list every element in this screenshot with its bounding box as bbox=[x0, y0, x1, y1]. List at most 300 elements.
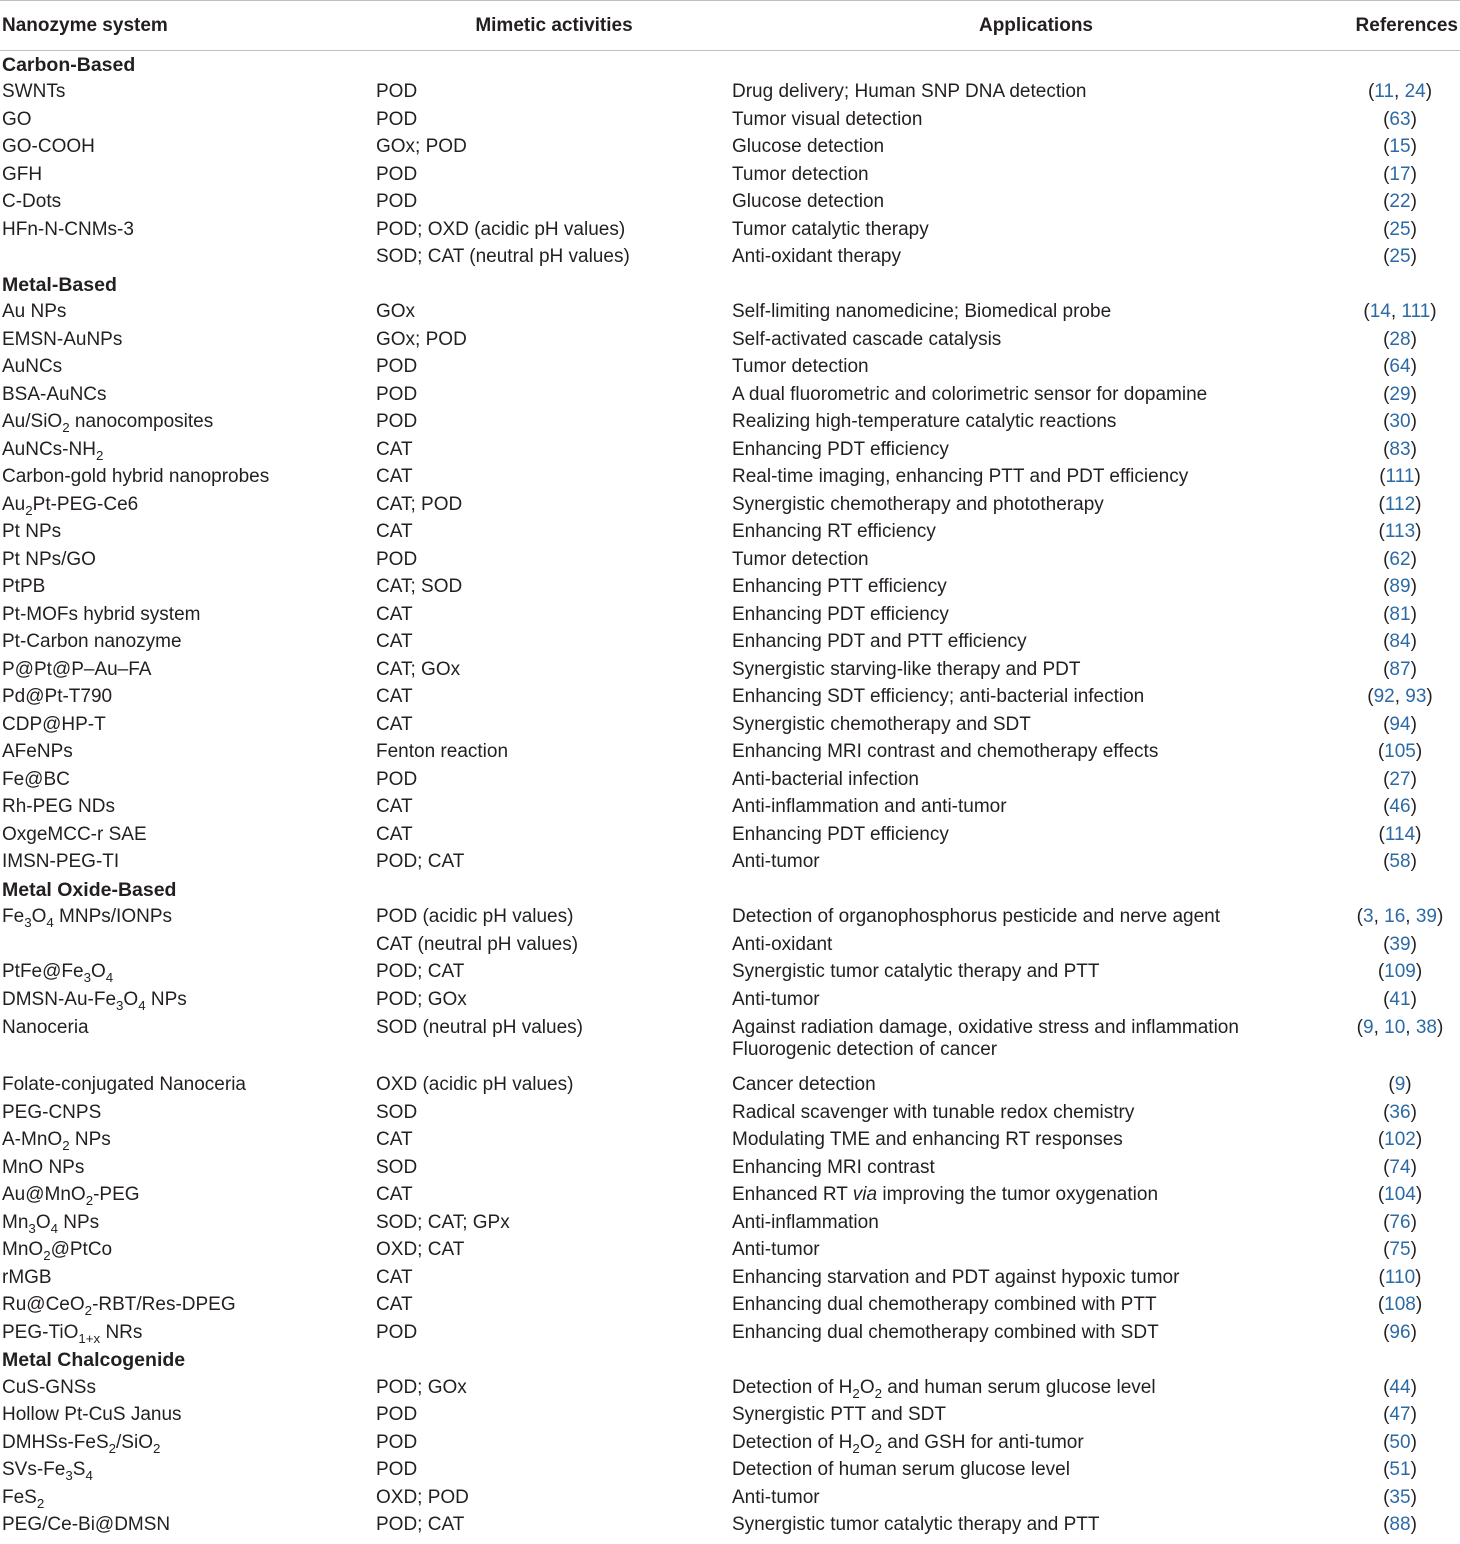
table-row bbox=[0, 601, 1460, 629]
cell-application: Detection of organophosphorus pesticide and nerve agent bbox=[732, 906, 1221, 928]
cell-application: Anti-oxidant bbox=[732, 933, 833, 955]
table-row bbox=[0, 519, 1460, 547]
reference-link[interactable]: 109 bbox=[1384, 961, 1416, 983]
cell-application: Anti-tumor bbox=[732, 851, 820, 873]
cell-references: (87) bbox=[1383, 658, 1417, 680]
table-row bbox=[0, 1072, 1460, 1100]
reference-link[interactable]: 93 bbox=[1405, 686, 1427, 708]
cell-mimetic-activity: POD bbox=[376, 383, 418, 405]
cell-application: Enhancing PDT efficiency bbox=[732, 823, 949, 845]
table-row bbox=[0, 546, 1460, 574]
cell-application: Enhancing PDT efficiency bbox=[732, 438, 949, 460]
cell-mimetic-activity: CAT bbox=[376, 713, 413, 735]
cell-mimetic-activity: CAT bbox=[376, 631, 413, 653]
cell-application: Synergistic tumor catalytic therapy and PTT bbox=[732, 961, 1100, 983]
cell-application: Anti-tumor bbox=[732, 1239, 820, 1261]
header-nanozyme-system: Nanozyme system bbox=[0, 1, 376, 51]
cell-nanozyme-system: rMGB bbox=[2, 1266, 52, 1288]
reference-link[interactable]: 9 bbox=[1394, 1074, 1406, 1096]
reference-link[interactable]: 24 bbox=[1404, 81, 1426, 103]
cell-application: Tumor detection bbox=[732, 356, 869, 378]
section-row bbox=[0, 271, 1460, 299]
cell-nanozyme-system: Pd@Pt-T790 bbox=[2, 686, 113, 708]
cell-references: (28) bbox=[1383, 328, 1417, 350]
cell-mimetic-activity: OXD; CAT bbox=[376, 1239, 465, 1261]
cell-nanozyme-system: OxgeMCC-r SAE bbox=[2, 823, 147, 845]
section-title: Carbon-Based bbox=[2, 53, 136, 76]
cell-nanozyme-system: Ru@CeO$_2$-RBT/Res-DPEG bbox=[2, 1294, 236, 1319]
cell-mimetic-activity: GOx; POD bbox=[376, 136, 467, 158]
reference-link[interactable]: 29 bbox=[1389, 383, 1411, 405]
cell-application: Cancer detection bbox=[732, 1074, 876, 1096]
cell-nanozyme-system: P@Pt@P–Au–FA bbox=[2, 658, 152, 680]
cell-application: Enhancing PDT efficiency bbox=[732, 603, 949, 625]
cell-nanozyme-system: Nanoceria bbox=[2, 1016, 89, 1038]
cell-nanozyme-system: C-Dots bbox=[2, 191, 62, 213]
cell-nanozyme-system: IMSN-PEG-TI bbox=[2, 851, 120, 873]
cell-mimetic-activity: CAT bbox=[376, 1266, 413, 1288]
cell-mimetic-activity: CAT bbox=[376, 1184, 413, 1206]
cell-nanozyme-system: Pt-Carbon nanozyme bbox=[2, 631, 182, 653]
cell-application: Detection of $H_2O_2$ and GSH for anti-tumor bbox=[732, 1431, 1084, 1456]
reference-link[interactable]: 89 bbox=[1389, 576, 1411, 598]
cell-references: (25) bbox=[1383, 218, 1417, 240]
table-row bbox=[0, 1264, 1460, 1292]
cell-nanozyme-system: BSA-AuNCs bbox=[2, 383, 107, 405]
table-row bbox=[0, 354, 1460, 382]
reference-link[interactable]: 11 bbox=[1374, 81, 1395, 103]
cell-nanozyme-system bbox=[0, 244, 376, 272]
reference-link[interactable]: 30 bbox=[1389, 411, 1411, 433]
table-row bbox=[0, 904, 1460, 932]
cell-mimetic-activity: CAT bbox=[376, 466, 413, 488]
table-row bbox=[0, 436, 1460, 464]
cell-references: (76) bbox=[1383, 1211, 1417, 1233]
cell-references: (9) bbox=[1388, 1074, 1412, 1096]
reference-link[interactable]: 36 bbox=[1389, 1101, 1411, 1123]
cell-mimetic-activity: CAT bbox=[376, 521, 413, 543]
cell-references: (50) bbox=[1383, 1431, 1417, 1453]
cell-mimetic-activity: POD bbox=[376, 1404, 418, 1426]
cell-nanozyme-system: PtPB bbox=[2, 576, 46, 598]
table-row bbox=[0, 161, 1460, 189]
cell-references: (112) bbox=[1378, 493, 1422, 515]
table-row bbox=[0, 464, 1460, 492]
cell-mimetic-activity: SOD; CAT; GPx bbox=[376, 1211, 510, 1233]
cell-nanozyme-system: MnO$_2$@PtCo bbox=[2, 1239, 113, 1264]
cell-application: Enhancing MRI contrast and chemotherapy effects bbox=[732, 741, 1159, 763]
reference-link[interactable]: 92 bbox=[1373, 686, 1395, 708]
cell-mimetic-activity: CAT; GOx bbox=[376, 658, 461, 680]
table-row bbox=[0, 1319, 1460, 1347]
cell-references: (75) bbox=[1383, 1239, 1417, 1261]
reference-link[interactable]: 108 bbox=[1384, 1294, 1416, 1316]
cell-nanozyme-system: $Fe_3O_4$ MNPs/IONPs bbox=[2, 906, 173, 931]
cell-nanozyme-system: Pt NPs/GO bbox=[2, 548, 96, 570]
table-row bbox=[0, 1182, 1460, 1210]
cell-mimetic-activity: SOD (neutral pH values) bbox=[376, 1016, 583, 1038]
section-row bbox=[0, 1347, 1460, 1375]
cell-nanozyme-system: AuNCs bbox=[2, 356, 63, 378]
section-row bbox=[0, 876, 1460, 904]
cell-nanozyme-system: Pt-MOFs hybrid system bbox=[2, 603, 201, 625]
cell-mimetic-activity: POD bbox=[376, 81, 418, 103]
cell-references: (102) bbox=[1377, 1129, 1423, 1151]
cell-references: (27) bbox=[1383, 768, 1417, 790]
cell-application: Against radiation damage, oxidative stress and inflammation Fluorogenic detection of cancer bbox=[732, 1016, 1239, 1060]
table-header bbox=[0, 1, 1460, 51]
cell-references: (51) bbox=[1383, 1459, 1417, 1481]
cell-references: (35) bbox=[1383, 1486, 1417, 1508]
cell-references: (114) bbox=[1378, 823, 1422, 845]
cell-application: Tumor visual detection bbox=[732, 108, 923, 130]
reference-link[interactable]: 96 bbox=[1389, 1321, 1411, 1343]
cell-nanozyme-system: SVs-$Fe_3S_4$ bbox=[2, 1459, 93, 1484]
cell-mimetic-activity: CAT bbox=[376, 823, 413, 845]
table-row bbox=[0, 216, 1460, 244]
reference-link[interactable]: 84 bbox=[1389, 631, 1411, 653]
cell-nanozyme-system: AuNCs-$NH_2$ bbox=[2, 438, 104, 463]
header-references: References bbox=[1340, 1, 1460, 51]
cell-nanozyme-system: EMSN-AuNPs bbox=[2, 328, 123, 350]
cell-mimetic-activity: CAT bbox=[376, 796, 413, 818]
table-row bbox=[0, 1209, 1460, 1237]
table-row bbox=[0, 1512, 1460, 1540]
table-row bbox=[0, 849, 1460, 877]
cell-application: Realizing high-temperature catalytic reactions bbox=[732, 411, 1117, 433]
cell-references: (108) bbox=[1377, 1294, 1423, 1316]
cell-nanozyme-system: Carbon-gold hybrid nanoprobes bbox=[2, 466, 270, 488]
cell-nanozyme-system: PEG-CNPS bbox=[2, 1101, 102, 1123]
cell-application: Synergistic tumor catalytic therapy and PTT bbox=[732, 1514, 1100, 1536]
table-row bbox=[0, 409, 1460, 437]
reference-link[interactable]: 87 bbox=[1389, 658, 1411, 680]
cell-application: Real-time imaging, enhancing PTT and PDT efficiency bbox=[732, 466, 1189, 488]
table-row bbox=[0, 1484, 1460, 1512]
cell-mimetic-activity: POD; CAT bbox=[376, 961, 465, 983]
reference-link[interactable]: 105 bbox=[1384, 741, 1416, 763]
cell-nanozyme-system bbox=[0, 931, 376, 959]
table-row bbox=[0, 739, 1460, 767]
table-row bbox=[0, 189, 1460, 217]
cell-nanozyme-system: PEG-TiO$_{1+x}$ NRs bbox=[2, 1321, 143, 1346]
reference-link[interactable]: 63 bbox=[1389, 108, 1411, 130]
reference-link[interactable]: 22 bbox=[1389, 191, 1411, 213]
table-row bbox=[0, 106, 1460, 134]
cell-mimetic-activity: POD bbox=[376, 163, 418, 185]
cell-nanozyme-system: GO bbox=[2, 108, 32, 130]
reference-link[interactable]: 111 bbox=[1385, 466, 1415, 488]
cell-nanozyme-system: MnO NPs bbox=[2, 1156, 85, 1178]
cell-nanozyme-system: DMSN-$Au-Fe_3O_4$ NPs bbox=[2, 988, 187, 1013]
cell-nanozyme-system: Hollow Pt-CuS Janus bbox=[2, 1404, 182, 1426]
reference-link[interactable]: 14 bbox=[1369, 301, 1391, 323]
reference-link[interactable]: 112 bbox=[1384, 493, 1416, 515]
cell-nanozyme-system: $Au_2Pt-PEG-Ce6$ bbox=[2, 493, 139, 518]
table-row bbox=[0, 1014, 1460, 1072]
cell-references: (111) bbox=[1379, 466, 1421, 488]
table-row bbox=[0, 79, 1460, 107]
cell-references: (46) bbox=[1383, 796, 1417, 818]
table-row bbox=[0, 244, 1460, 272]
cell-references: (92, 93) bbox=[1367, 686, 1433, 708]
reference-link[interactable]: 38 bbox=[1415, 1016, 1437, 1038]
cell-application: Drug delivery; Human SNP DNA detection bbox=[732, 81, 1087, 103]
cell-mimetic-activity: POD bbox=[376, 411, 418, 433]
cell-application: Detection of $H_2O_2$ and human serum glucose level bbox=[732, 1376, 1156, 1401]
cell-references: (17) bbox=[1383, 163, 1417, 185]
reference-link[interactable]: 102 bbox=[1384, 1129, 1416, 1151]
cell-mimetic-activity: CAT (neutral pH values) bbox=[376, 933, 579, 955]
table-row bbox=[0, 766, 1460, 794]
cell-nanozyme-system: Rh-PEG NDs bbox=[2, 796, 115, 818]
cell-mimetic-activity: SOD bbox=[376, 1156, 418, 1178]
cell-nanozyme-system: FeS$_2$ bbox=[2, 1486, 45, 1511]
cell-references: (14, 111) bbox=[1363, 301, 1437, 323]
cell-nanozyme-system: GFH bbox=[2, 163, 43, 185]
reference-link[interactable]: 76 bbox=[1389, 1211, 1411, 1233]
cell-mimetic-activity: POD; GOx bbox=[376, 988, 467, 1010]
cell-references: (94) bbox=[1383, 713, 1417, 735]
cell-application: Anti-tumor bbox=[732, 988, 820, 1010]
cell-application: Enhanced RT via improving the tumor oxygenation bbox=[732, 1184, 1159, 1206]
reference-link[interactable]: 64 bbox=[1389, 356, 1411, 378]
reference-link[interactable]: 39 bbox=[1389, 933, 1411, 955]
cell-application: Anti-tumor bbox=[732, 1486, 820, 1508]
cell-references: (11, 24) bbox=[1367, 81, 1433, 103]
cell-mimetic-activity: POD bbox=[376, 768, 418, 790]
cell-references: (29) bbox=[1383, 383, 1417, 405]
cell-mimetic-activity: POD bbox=[376, 356, 418, 378]
table-row bbox=[0, 1237, 1460, 1265]
reference-link[interactable]: 44 bbox=[1389, 1376, 1411, 1398]
cell-references: (3, 16, 39) bbox=[1356, 906, 1444, 928]
cell-mimetic-activity: SOD bbox=[376, 1101, 418, 1123]
reference-link[interactable]: 25 bbox=[1389, 218, 1411, 240]
cell-nanozyme-system: Pt NPs bbox=[2, 521, 62, 543]
cell-nanozyme-system: AFeNPs bbox=[2, 741, 73, 763]
reference-link[interactable]: 74 bbox=[1389, 1156, 1411, 1178]
cell-nanozyme-system: SWNTs bbox=[2, 81, 66, 103]
cell-application: Anti-inflammation bbox=[732, 1211, 879, 1233]
cell-mimetic-activity: CAT bbox=[376, 603, 413, 625]
table-row bbox=[0, 821, 1460, 849]
reference-link[interactable]: 104 bbox=[1384, 1184, 1416, 1206]
table-row bbox=[0, 986, 1460, 1014]
cell-application: Tumor detection bbox=[732, 163, 869, 185]
cell-references: (15) bbox=[1383, 136, 1417, 158]
table-row bbox=[0, 326, 1460, 354]
cell-application: Anti-bacterial infection bbox=[732, 768, 919, 790]
cell-mimetic-activity: CAT bbox=[376, 1294, 413, 1316]
cell-application: A dual fluorometric and colorimetric sensor for dopamine bbox=[732, 383, 1208, 405]
cell-nanozyme-system: Folate-conjugated Nanoceria bbox=[2, 1074, 246, 1096]
cell-nanozyme-system: $PtFe@Fe_3O_4$ bbox=[2, 961, 114, 986]
cell-application: Enhancing PDT and PTT efficiency bbox=[732, 631, 1027, 653]
reference-link[interactable]: 46 bbox=[1389, 796, 1411, 818]
reference-link[interactable]: 114 bbox=[1384, 823, 1416, 845]
cell-mimetic-activity: POD bbox=[376, 191, 418, 213]
cell-references: (62) bbox=[1383, 548, 1417, 570]
cell-references: (30) bbox=[1383, 411, 1417, 433]
table-row bbox=[0, 656, 1460, 684]
table-row bbox=[0, 1402, 1460, 1430]
reference-link[interactable]: 15 bbox=[1389, 136, 1411, 158]
header-applications: Applications bbox=[732, 1, 1340, 51]
cell-mimetic-activity: CAT; SOD bbox=[376, 576, 463, 598]
cell-application: Anti-inflammation and anti-tumor bbox=[732, 796, 1007, 818]
cell-mimetic-activity: OXD; POD bbox=[376, 1486, 469, 1508]
reference-link[interactable]: 27 bbox=[1389, 768, 1411, 790]
cell-nanozyme-system: Au/SiO$_2$ nanocomposites bbox=[2, 411, 214, 436]
cell-references: (39) bbox=[1383, 933, 1417, 955]
table-row bbox=[0, 1292, 1460, 1320]
cell-nanozyme-system: GO-COOH bbox=[2, 136, 95, 158]
cell-application: Synergistic chemotherapy and SDT bbox=[732, 713, 1031, 735]
cell-references: (83) bbox=[1383, 438, 1417, 460]
cell-mimetic-activity: POD; CAT bbox=[376, 851, 465, 873]
cell-application: Synergistic PTT and SDT bbox=[732, 1404, 947, 1426]
header-row bbox=[0, 1, 1460, 51]
cell-mimetic-activity: SOD; CAT (neutral pH values) bbox=[376, 246, 630, 268]
reference-link[interactable]: 94 bbox=[1389, 713, 1411, 735]
cell-mimetic-activity: Fenton reaction bbox=[376, 741, 509, 763]
cell-mimetic-activity: POD bbox=[376, 548, 418, 570]
reference-link[interactable]: 110 bbox=[1384, 1266, 1416, 1288]
cell-application: Enhancing RT efficiency bbox=[732, 521, 936, 543]
reference-link[interactable]: 25 bbox=[1389, 246, 1411, 268]
cell-mimetic-activity: POD; CAT bbox=[376, 1514, 465, 1536]
cell-application: Radical scavenger with tunable redox chemistry bbox=[732, 1101, 1135, 1123]
cell-references: (89) bbox=[1383, 576, 1417, 598]
table-row bbox=[0, 299, 1460, 327]
cell-nanozyme-system: CuS-GNSs bbox=[2, 1376, 96, 1398]
reference-link[interactable]: 35 bbox=[1389, 1486, 1411, 1508]
table-row bbox=[0, 931, 1460, 959]
cell-nanozyme-system: Au@MnO$_2$-PEG bbox=[2, 1184, 140, 1209]
reference-link[interactable]: 51 bbox=[1389, 1459, 1411, 1481]
cell-application: Tumor catalytic therapy bbox=[732, 218, 929, 240]
table-row bbox=[0, 574, 1460, 602]
cell-mimetic-activity: POD bbox=[376, 1321, 418, 1343]
cell-references: (58) bbox=[1383, 851, 1417, 873]
reference-link[interactable]: 62 bbox=[1389, 548, 1411, 570]
cell-application: Glucose detection bbox=[732, 191, 885, 213]
reference-link[interactable]: 17 bbox=[1389, 163, 1411, 185]
table-row bbox=[0, 1154, 1460, 1182]
reference-link[interactable]: 75 bbox=[1389, 1239, 1411, 1261]
reference-link[interactable]: 39 bbox=[1415, 906, 1437, 928]
table-row bbox=[0, 629, 1460, 657]
cell-application: Self-limiting nanomedicine; Biomedical probe bbox=[732, 301, 1112, 323]
section-title: Metal Chalcogenide bbox=[2, 1349, 186, 1372]
header-mimetic-activities: Mimetic activities bbox=[376, 1, 732, 51]
section-title: Metal Oxide-Based bbox=[2, 878, 177, 901]
reference-link[interactable]: 47 bbox=[1389, 1404, 1411, 1426]
cell-mimetic-activity: CAT bbox=[376, 1129, 413, 1151]
cell-references: (113) bbox=[1378, 521, 1422, 543]
cell-nanozyme-system: A-MnO$_2$ NPs bbox=[2, 1129, 111, 1154]
cell-nanozyme-system: DMHSs-FeS$_2$/SiO$_2$ bbox=[2, 1431, 161, 1456]
cell-references: (110) bbox=[1378, 1266, 1422, 1288]
cell-application: Enhancing starvation and PDT against hypoxic tumor bbox=[732, 1266, 1180, 1288]
table-row bbox=[0, 1099, 1460, 1127]
cell-references: (105) bbox=[1377, 741, 1423, 763]
cell-references: (9, 10, 38) bbox=[1356, 1016, 1444, 1038]
cell-application: Enhancing dual chemotherapy combined with SDT bbox=[732, 1321, 1159, 1343]
table-row bbox=[0, 1429, 1460, 1457]
cell-application: Modulating TME and enhancing RT responses bbox=[732, 1129, 1123, 1151]
cell-nanozyme-system: HFn-N-CNMs-3 bbox=[2, 218, 134, 240]
table-row bbox=[0, 491, 1460, 519]
reference-link[interactable]: 10 bbox=[1384, 1016, 1406, 1038]
reference-link[interactable]: 113 bbox=[1384, 521, 1416, 543]
cell-nanozyme-system: $Mn_3O_4$ NPs bbox=[2, 1211, 100, 1236]
cell-references: (109) bbox=[1377, 961, 1423, 983]
cell-mimetic-activity: OXD (acidic pH values) bbox=[376, 1074, 574, 1096]
cell-references: (81) bbox=[1383, 603, 1417, 625]
cell-application: Enhancing dual chemotherapy combined with PTT bbox=[732, 1294, 1157, 1316]
cell-references: (64) bbox=[1383, 356, 1417, 378]
cell-nanozyme-system: Fe@BC bbox=[2, 768, 70, 790]
cell-application: Synergistic chemotherapy and phototherapy bbox=[732, 493, 1104, 515]
cell-mimetic-activity: CAT bbox=[376, 686, 413, 708]
cell-application: Enhancing PTT efficiency bbox=[732, 576, 947, 598]
cell-application: Tumor detection bbox=[732, 548, 869, 570]
table-row bbox=[0, 134, 1460, 162]
cell-nanozyme-system: Au NPs bbox=[2, 301, 67, 323]
cell-application: Enhancing SDT efficiency; anti-bacterial infection bbox=[732, 686, 1145, 708]
cell-references: (74) bbox=[1383, 1156, 1417, 1178]
reference-link[interactable]: 50 bbox=[1389, 1431, 1411, 1453]
cell-references: (41) bbox=[1383, 988, 1417, 1010]
cell-application: Self-activated cascade catalysis bbox=[732, 328, 1002, 350]
cell-application: Anti-oxidant therapy bbox=[732, 246, 901, 268]
cell-references: (47) bbox=[1383, 1404, 1417, 1426]
cell-nanozyme-system: PEG/Ce-Bi@DMSN bbox=[2, 1514, 171, 1536]
reference-link[interactable]: 3 bbox=[1363, 906, 1374, 928]
cell-mimetic-activity: CAT; POD bbox=[376, 493, 463, 515]
section-title: Metal-Based bbox=[2, 273, 117, 296]
table-row bbox=[0, 684, 1460, 712]
reference-link[interactable]: 16 bbox=[1384, 906, 1406, 928]
cell-application: Detection of human serum glucose level bbox=[732, 1459, 1070, 1481]
cell-application: Synergistic starving-like therapy and PDT bbox=[732, 658, 1081, 680]
reference-link[interactable]: 58 bbox=[1389, 851, 1411, 873]
reference-link[interactable]: 81 bbox=[1389, 603, 1411, 625]
reference-link[interactable]: 41 bbox=[1389, 988, 1411, 1010]
reference-link[interactable]: 88 bbox=[1389, 1514, 1411, 1536]
cell-references: (63) bbox=[1383, 108, 1417, 130]
table-row bbox=[0, 381, 1460, 409]
reference-link[interactable]: 28 bbox=[1389, 328, 1411, 350]
cell-mimetic-activity: POD (acidic pH values) bbox=[376, 906, 574, 928]
reference-link[interactable]: 9 bbox=[1363, 1016, 1374, 1038]
cell-mimetic-activity: POD bbox=[376, 108, 418, 130]
cell-references: (25) bbox=[1383, 246, 1417, 268]
cell-mimetic-activity: CAT bbox=[376, 438, 413, 460]
table-row bbox=[0, 711, 1460, 739]
cell-references: (84) bbox=[1383, 631, 1417, 653]
table-row bbox=[0, 1457, 1460, 1485]
section-row bbox=[0, 51, 1460, 79]
reference-link[interactable]: 83 bbox=[1389, 438, 1411, 460]
cell-references: (104) bbox=[1377, 1184, 1423, 1206]
cell-mimetic-activity: GOx bbox=[376, 301, 416, 323]
cell-nanozyme-system: CDP@HP-T bbox=[2, 713, 106, 735]
reference-link[interactable]: 111 bbox=[1401, 301, 1431, 323]
cell-mimetic-activity: POD bbox=[376, 1459, 418, 1481]
